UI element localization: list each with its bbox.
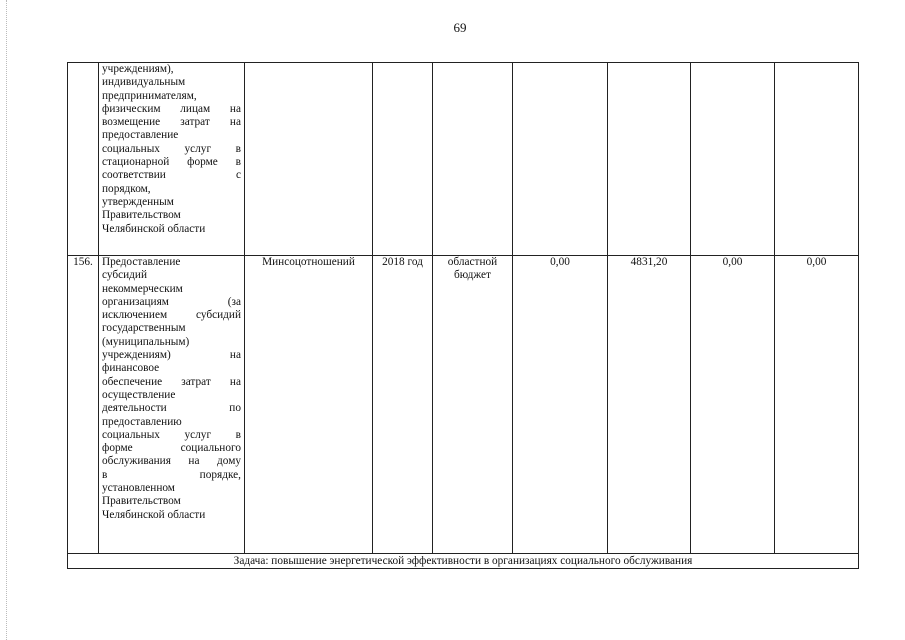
description-line: Предоставление [102,256,181,268]
description-line: социальных услуг в [102,428,241,441]
description-line: индивидуальным [102,76,186,89]
description-cell [99,256,245,554]
description-line: (муниципальным) [102,335,190,348]
table-row-task [68,554,859,569]
description-line: физическим лицам на [102,102,241,115]
description-line: утвержденным [102,195,174,208]
description-line: осуществление [102,388,176,401]
description-line: Правительством [102,495,181,508]
period-cell: 2018 год [373,256,433,554]
description-line: учреждениям) на [102,349,241,362]
description-line: возмещение затрат на [102,116,241,129]
description-line: предоставлению [102,415,182,428]
description-line: деятельности по [102,402,241,415]
description-line: соответствии с [102,169,241,182]
description-line: установленном [102,482,175,495]
source-cell: областной бюджет [433,256,513,554]
description-line: форме социального [102,442,241,455]
description-line: стационарной форме в [102,156,241,169]
description-line: государственным [102,322,186,335]
amount-cell [775,63,859,256]
description-line: Челябинской области [102,508,206,521]
description-line: Челябинской области [102,222,206,235]
description-line: в порядке, [102,468,241,481]
page-number: 69 [453,20,467,35]
description-line: предоставление [102,129,179,142]
scan-edge-mark [6,0,7,640]
description-line: некоммерческим [102,282,183,295]
amount-cell: 0,00 [691,256,775,554]
amount-cell: 0,00 [513,256,608,554]
description-line: порядком, [102,182,151,195]
row-number-cell: 156. [68,256,99,554]
description-line: финансовое [102,362,160,375]
executor-cell [245,63,373,256]
amount-cell [513,63,608,256]
description-line: обеспечение затрат на [102,375,241,388]
description-line: социальных услуг в [102,142,241,155]
task-heading: Задача: повышение энергетической эффективности в организациях социального обслуживания [68,554,859,569]
source-cell [433,63,513,256]
program-table [67,62,859,569]
amount-cell [691,63,775,256]
description-line: обслуживания на дому [102,455,241,468]
description-line: субсидий [102,269,148,282]
amount-cell: 0,00 [775,256,859,554]
amount-cell [608,63,691,256]
description-line: исключением субсидий [102,309,241,322]
description-line: Правительством [102,209,181,222]
description-cell [99,63,245,256]
description-line: организациям (за [102,295,241,308]
description-line: учреждениям), [102,63,174,75]
table-row-continued [68,63,859,256]
row-number-cell [68,63,99,256]
period-cell [373,63,433,256]
amount-cell: 4831,20 [608,256,691,554]
table-row-156 [68,256,859,554]
executor-cell: Минсоцотношений [245,256,373,554]
description-line: предпринимателям, [102,89,197,102]
